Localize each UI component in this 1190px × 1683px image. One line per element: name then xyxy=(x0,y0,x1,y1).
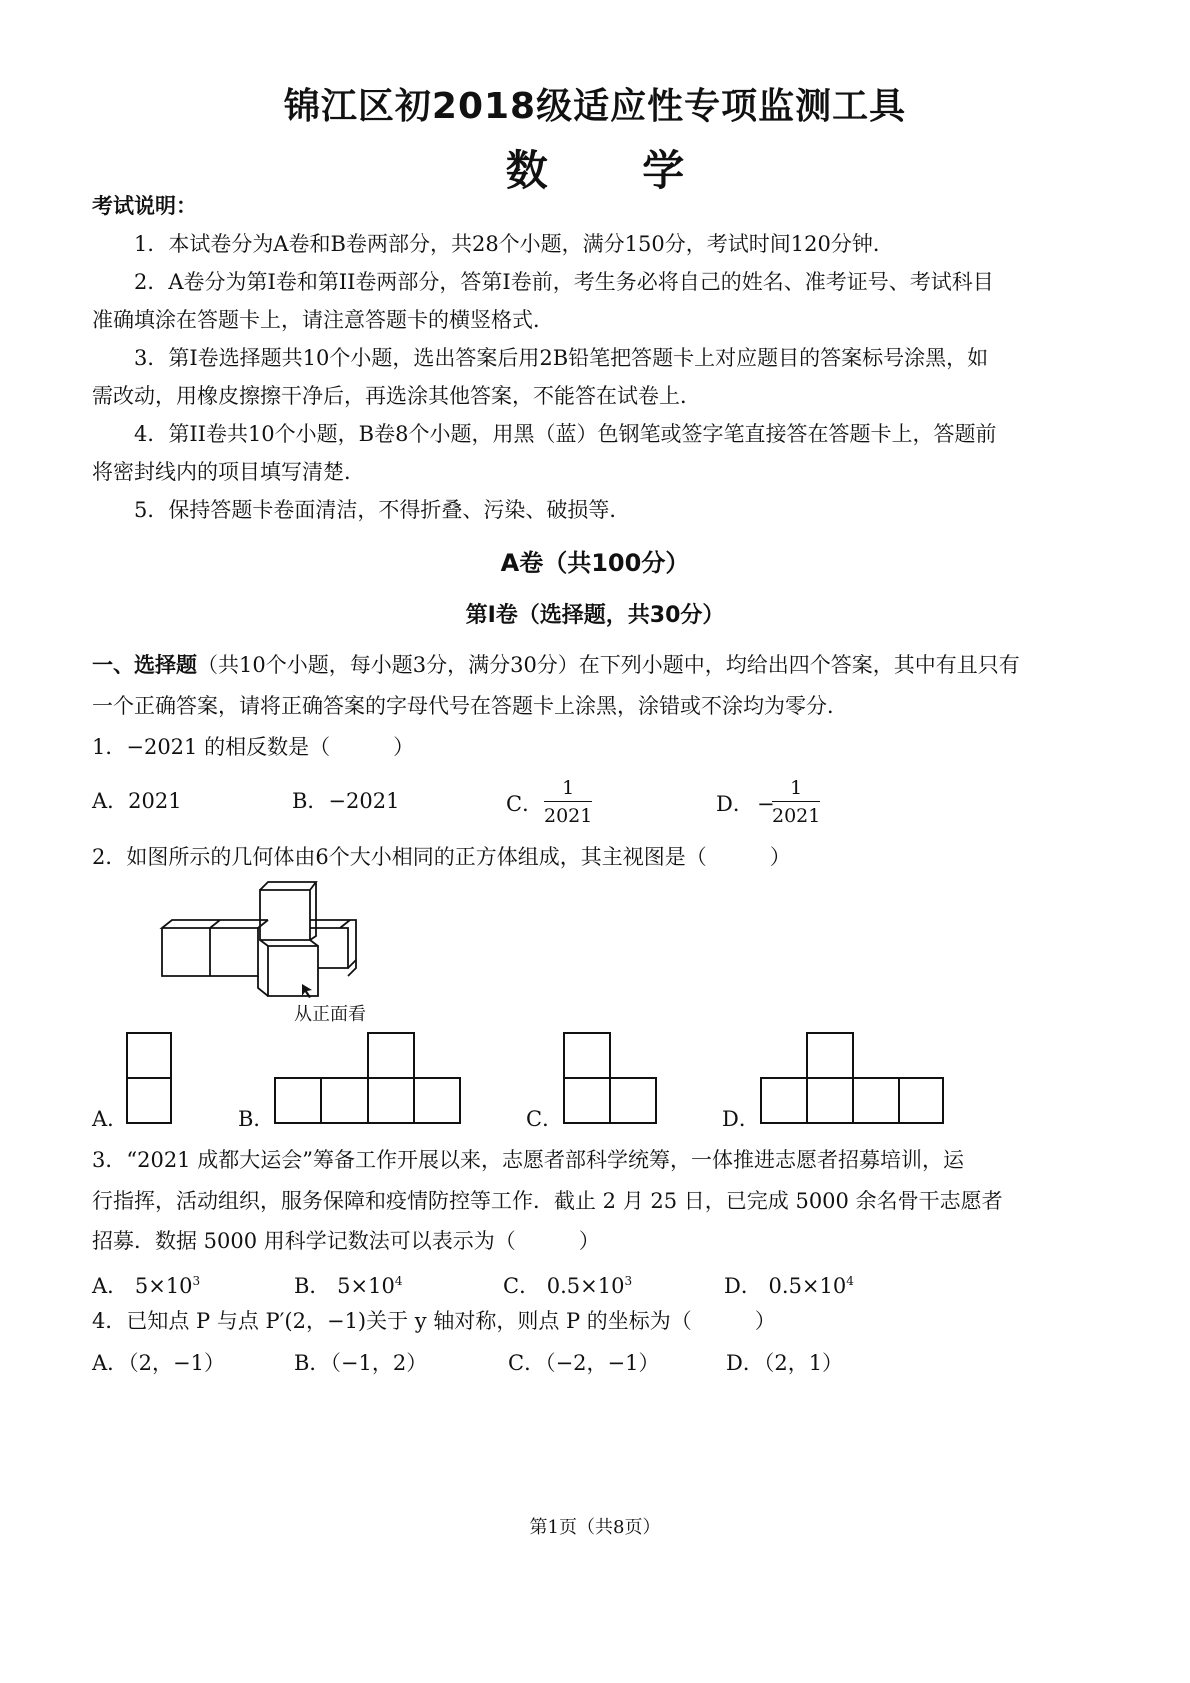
q3-option-a xyxy=(92,1266,200,1301)
q3-d-label: D． xyxy=(724,1274,762,1298)
q3-option-d xyxy=(724,1266,854,1301)
q1-option-d-fraction xyxy=(772,777,820,827)
instruction-2-line2: 准确填涂在答题卡上，请注意答题卡的横竖格式． xyxy=(92,308,554,332)
q3-option-c xyxy=(503,1266,632,1301)
q4-option-c: C．（−2，−1） xyxy=(508,1351,660,1375)
choice-intro-line2: 一个正确答案，请将正确答案的字母代号在答题卡上涂黑，涂错或不涂均为零分． xyxy=(92,694,848,718)
instruction-3-line1: 3．第I卷选择题共10个小题，选出答案后用2B铅笔把答题卡上对应题目的答案标号涂黑，如 xyxy=(134,346,989,370)
q1-d-numerator: 1 xyxy=(772,777,820,802)
q1-option-c-fraction xyxy=(544,777,592,827)
q4-stem: 4．已知点 P 与点 P′(2，−1)关于 y 轴对称，则点 P 的坐标为（ ） xyxy=(92,1309,776,1333)
instruction-4-line2: 将密封线内的项目填写清楚． xyxy=(92,460,365,484)
subject-title: 数 学 xyxy=(505,146,725,195)
instruction-1: 1．本试卷分为A卷和B卷两部分，共28个小题，满分150分，考试时间120分钟． xyxy=(134,232,894,256)
q2-option-d-label: D． xyxy=(722,1107,760,1131)
q2-option-b-figure xyxy=(274,1032,462,1126)
q1-option-d-sign: − xyxy=(757,792,775,816)
page-footer: 第1页（共8页） xyxy=(529,1517,661,1538)
q3-c-base: 0.5×10 xyxy=(546,1274,625,1298)
q1-c-denominator: 2021 xyxy=(544,805,593,827)
q1-option-b: B．−2021 xyxy=(292,789,400,813)
q3-c-exponent: 3 xyxy=(624,1274,633,1288)
q2-option-b-label: B． xyxy=(238,1107,275,1131)
instruction-4-line1: 4．第II卷共10个小题，B卷8个小题，用黑（蓝）色钢笔或签字笔直接答在答题卡上，答题前 xyxy=(134,422,997,446)
q3-a-exponent: 3 xyxy=(192,1274,201,1288)
q4-option-a: A．（2，−1） xyxy=(92,1351,225,1375)
q1-option-d-label: D． xyxy=(716,792,754,816)
q4-option-d: D．（2，1） xyxy=(726,1351,844,1375)
q3-d-exponent: 4 xyxy=(846,1274,854,1288)
instruction-3-line2: 需改动，用橡皮擦擦干净后，再选涂其他答案，不能答在试卷上． xyxy=(92,384,701,408)
q1-option-c-label: C． xyxy=(506,792,544,816)
section-a-heading: A卷（共100分） xyxy=(500,549,690,577)
q3-a-base: 5×10 xyxy=(134,1274,193,1298)
part1-heading: 第I卷（选择题，共30分） xyxy=(465,603,725,628)
instruction-2-line1: 2．A卷分为第I卷和第II卷两部分，答第I卷前，考生务必将自己的姓名、准考证号、考试科目 xyxy=(134,270,994,294)
q1-c-numerator: 1 xyxy=(544,777,592,802)
q2-solid-figure xyxy=(150,878,380,1008)
q3-a-label: A． xyxy=(92,1274,129,1298)
q2-stem: 2．如图所示的几何体由6个大小相同的正方体组成，其主视图是（ ） xyxy=(92,845,791,869)
q2-option-c-figure xyxy=(563,1032,659,1126)
choice-intro-line1 xyxy=(92,650,1020,680)
q3-line3: 招募．数据 5000 用科学记数法可以表示为（ ） xyxy=(92,1229,600,1253)
q2-option-a-label: A． xyxy=(92,1107,129,1131)
q2-option-c-label: C． xyxy=(526,1107,564,1131)
q3-c-label: C． xyxy=(503,1274,541,1298)
q4-option-b: B．（−1，2） xyxy=(294,1351,428,1375)
q2-option-a-figure xyxy=(126,1032,174,1126)
q1-d-denominator: 2021 xyxy=(772,805,821,827)
q3-line2: 行指挥，活动组织，服务保障和疫情防控等工作．截止 2 月 25 日，已完成 5000 余名骨干志愿者 xyxy=(92,1189,1003,1213)
q3-b-exponent: 4 xyxy=(394,1274,403,1288)
q3-d-base: 0.5×10 xyxy=(768,1274,847,1298)
q2-option-d-figure xyxy=(760,1032,946,1126)
q3-option-b xyxy=(294,1266,402,1301)
choice-intro-label: 一、选择题 xyxy=(92,653,197,677)
instruction-5: 5．保持答题卡卷面清洁，不得折叠、污染、破损等． xyxy=(134,498,631,522)
q3-b-base: 5×10 xyxy=(337,1274,395,1298)
instructions-heading: 考试说明： xyxy=(92,194,197,218)
q3-b-label: B． xyxy=(294,1274,331,1298)
q2-view-label: 从正面看 xyxy=(294,1004,366,1025)
q1-option-a: A．2021 xyxy=(92,789,182,813)
q1-stem: 1．−2021 的相反数是（ ） xyxy=(92,735,415,759)
choice-intro-text: （共10个小题，每小题3分，满分30分）在下列小题中，均给出四个答案，其中有且只有 xyxy=(197,653,1020,677)
exam-title: 锦江区初2018级适应性专项监测工具 xyxy=(283,86,907,127)
q3-line1: 3．“2021 成都大运会”筹备工作开展以来，志愿者部科学统筹，一体推进志愿者招募培训，运 xyxy=(92,1148,964,1172)
